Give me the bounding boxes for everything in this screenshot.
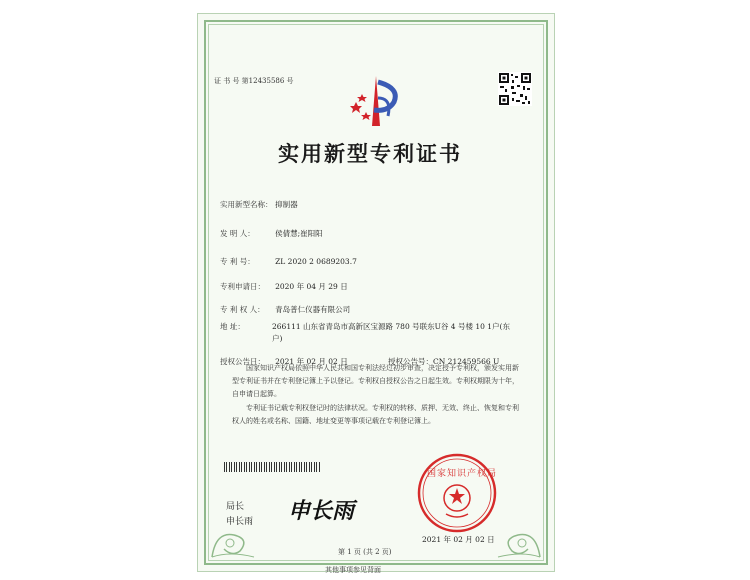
field-label: 专利申请日：: [220, 282, 265, 291]
field-row-filing-date: [220, 274, 348, 293]
field-row-address: [220, 321, 520, 345]
field-row-patentee: [220, 297, 350, 316]
field-row-patent-no: [220, 249, 357, 268]
field-label: 发 明 人：: [220, 229, 255, 238]
barcode: [224, 462, 320, 472]
field-label: 专 利 权 人：: [220, 305, 265, 314]
page-number: 第 1 页 (共 2 页): [338, 548, 392, 556]
grant-statement: 国家知识产权局依照中华人民共和国专利法经过初步审查，决定授予专利权，颁发实用新型专利证书并在专利登记簿上予以登记。专利权自授权公告之日起生效。专利权期限为十年，自申请日起算。: [232, 364, 519, 398]
director-signature: 申长雨: [288, 498, 355, 524]
seal-text: 国家知识产权局: [427, 469, 498, 479]
field-value: 2021 年 02 月 02 日: [275, 357, 348, 366]
certificate: [197, 13, 555, 572]
footer-note: 其他事项参见背面: [325, 566, 381, 574]
field-label: 授权公告日：: [220, 357, 265, 366]
official-seal-icon: [416, 452, 498, 534]
field-value: 266111 山东省青岛市高新区宝源路 780 号联东U谷 4 号楼 10 1户(东户): [272, 322, 510, 343]
field-row-name: [220, 192, 298, 211]
certificate-title: 实用新型专利证书: [278, 142, 462, 166]
field-value: 侯倩慧;崔阳阳: [275, 229, 323, 238]
qr-code-icon: [498, 72, 532, 106]
publication-number: 授权公告号：CN 212459566 U: [388, 357, 500, 366]
legal-status-statement: 专利证书记载专利权登记时的法律状况。专利权的转移、质押、无效、终止、恢复和专利权人的姓名或名称、国籍、地址变更等事项记载在专利登记簿上。: [232, 404, 519, 425]
field-value: 2020 年 04 月 29 日: [275, 282, 348, 291]
field-value: 青岛普仁仪器有限公司: [275, 305, 351, 314]
director-name: 申长雨: [226, 517, 254, 527]
field-value: 抑制器: [275, 200, 298, 209]
field-label: 地 址：: [220, 322, 245, 331]
corner-ornament-right: [494, 521, 542, 559]
certificate-number: 证 书 号 第12435586 号: [214, 77, 294, 85]
director-title: 局长: [226, 502, 245, 512]
patent-office-logo-icon: [348, 72, 404, 130]
field-row-inventor: [220, 221, 323, 240]
field-value: ZL 2020 2 0689203.7: [275, 257, 357, 266]
seal-date: 2021 年 02 月 02 日: [422, 535, 495, 544]
field-label: 专 利 号：: [220, 257, 255, 266]
field-label: 实用新型名称：: [220, 200, 273, 209]
